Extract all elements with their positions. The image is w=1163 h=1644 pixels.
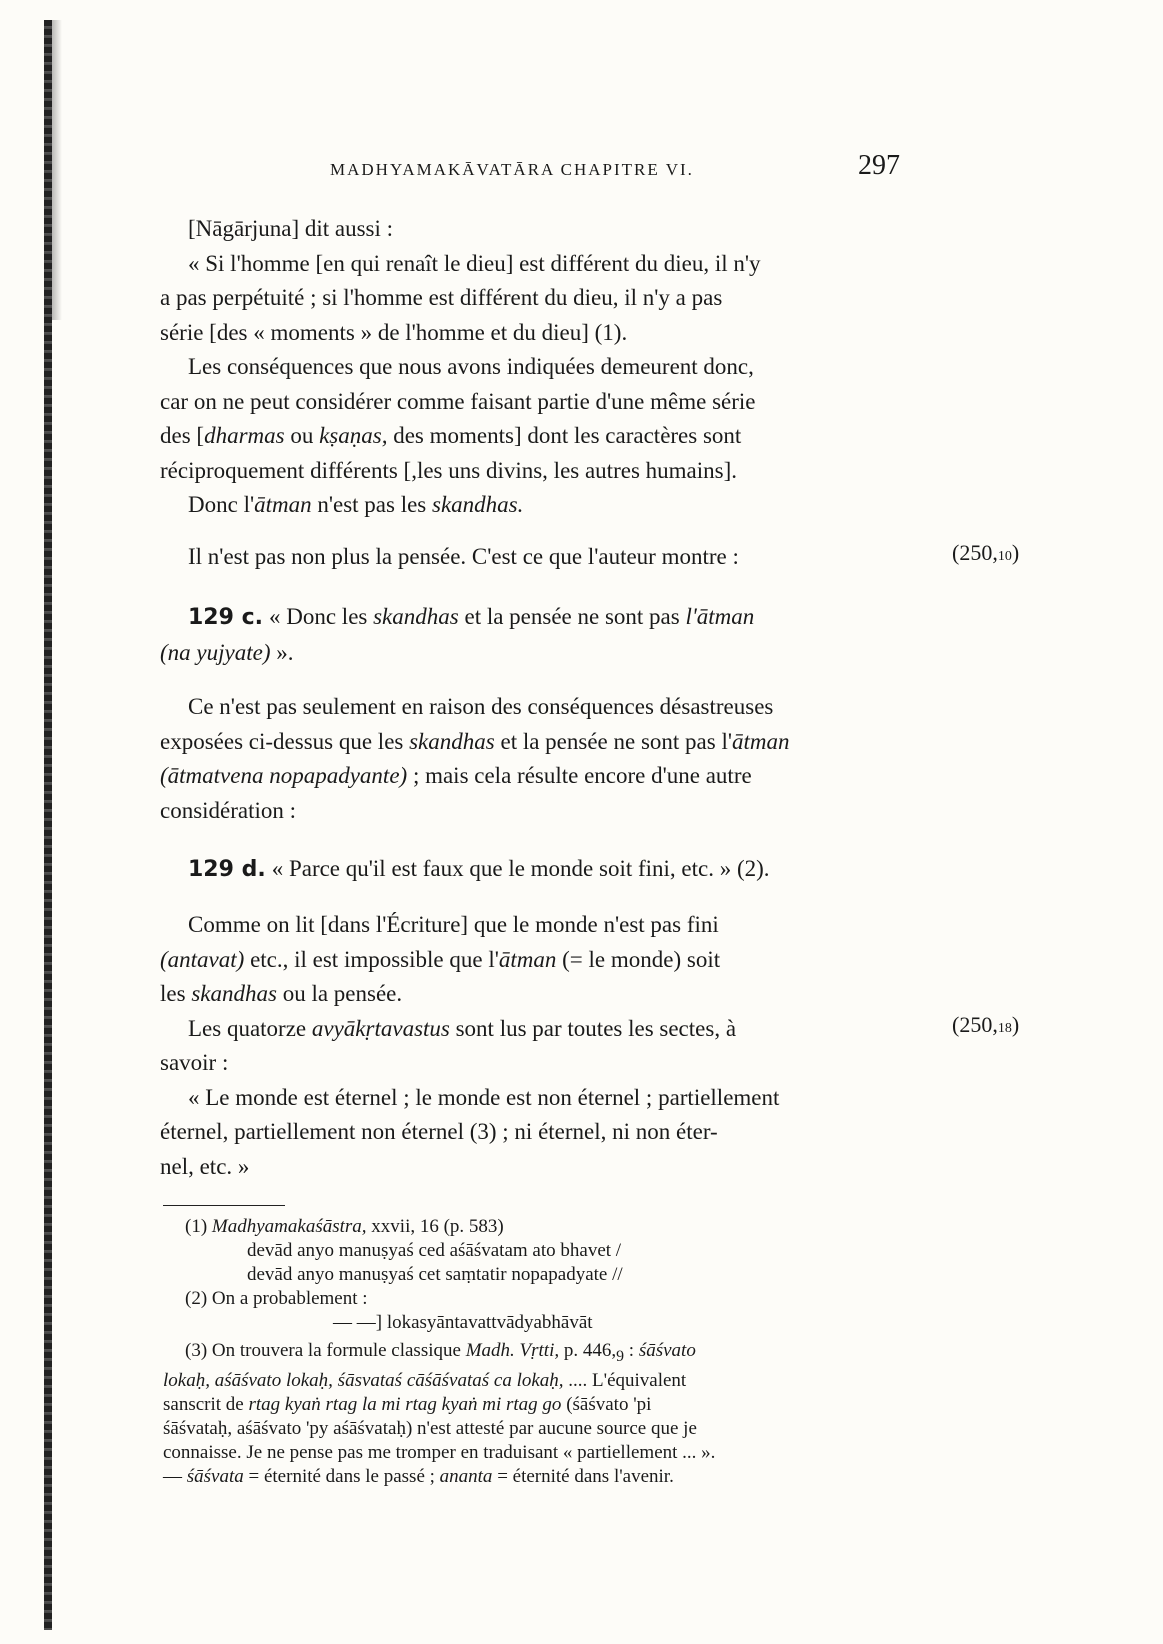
verse-number: 129 d. [188,857,266,882]
verse-line: (na yujyate) ». [160,639,294,665]
main-text-block-3 [160,690,910,828]
paragraph-line: des [dharmas ou kṣaṇas, des moments] dont les caractères sont [160,423,742,448]
footnote-line: devād anyo manuṣyaś cet saṃtatir nopapadyate // [247,1264,623,1285]
quote-line: « Si l'homme [en qui renaît le dieu] est différent du dieu, il n'y [188,250,761,276]
quote-line: série [des « moments » de l'homme et du dieu] (1). [160,319,628,345]
footnote-line: — śāśvata = éternité dans le passé ; ananta = éternité dans l'avenir. [163,1465,674,1487]
verse-line: 129 d. « Parce qu'il est faux que le monde soit fini, etc. » (2). [188,856,770,882]
quote-line: nel, etc. » [160,1153,250,1179]
footnote-separator [163,1205,285,1206]
paragraph-line: les skandhas ou la pensée. [160,981,403,1006]
paragraph-line: (ātmatvena nopapadyante) ; mais cela résulte encore d'une autre [160,763,752,788]
footnote-1: (1) Madhyamakaśāstra, xxvii, 16 (p. 583) [185,1216,504,1237]
margin-reference: (250,18) [952,1012,1020,1037]
paragraph-line: car on ne peut considérer comme faisant partie d'une même série [160,388,756,414]
main-text-block-1 [160,212,910,523]
footnote-3: (3) On trouvera la formule classique Madh. Vṛtti, p. $446,_9$ : śāśvato [185,1340,696,1365]
paragraph-line: Il n'est pas non plus la pensée. C'est ce que l'auteur montre : [188,544,739,569]
paragraph-line: Ce n'est pas seulement en raison des conséquences désastreuses [188,694,774,719]
page-number: 297 [858,150,900,181]
main-text-block-2 [160,540,910,575]
footnote-line: connaisse. Je ne pense pas me tromper en traduisant « partiellement ... ». [163,1441,716,1463]
footnote-line: devād anyo manuṣyaś ced aśāśvatam ato bhavet / [247,1240,622,1261]
footnote-line: lokaḥ, aśāśvato lokaḥ, śāsvataś cāśāśvataś ca lokaḥ, .... L'équivalent [163,1369,687,1391]
footnote-line: śāśvataḥ, aśāśvato 'py aśāśvataḥ) n'est attesté par aucune source que je [163,1417,697,1439]
paragraph-line: savoir : [160,1050,229,1075]
verse-line: 129 c. « Donc les skandhas et la pensée ne sont pas l'ātman [188,604,755,630]
verse-129c [160,600,910,670]
paragraph-line: exposées ci-dessus que les skandhas et la pensée ne sont pas l'ātman [160,728,790,754]
paragraph-line: considération : [160,797,297,823]
verse-number: 129 c. [188,605,263,630]
margin-reference: (250,10) [952,540,1020,565]
quote-line: éternel, partiellement non éternel (3) ; ni éternel, ni non éter- [160,1119,718,1144]
paragraph-line: Les quatorze avyākṛtavastus sont lus par toutes les sectes, à [188,1015,737,1041]
paragraph-line: Donc l'ātman n'est pas les skandhas. [188,492,524,517]
paragraph-line: (antavat) etc., il est impossible que l'ātman (= le monde) soit [160,946,721,972]
running-title: MADHYAMAKĀVATĀRA CHAPITRE VI. [330,160,694,179]
footnote-line: sanscrit de rtag kyaṅ rtag la mi rtag kyaṅ mi rtag go (śāśvato 'pi [163,1393,652,1415]
footnote-line: — —] lokasyāntavattvādyabhāvāt [333,1312,593,1333]
main-text-block-4 [160,908,910,1184]
paragraph-intro: [Nāgārjuna] dit aussi : [188,216,394,241]
paragraph-line: Les conséquences que nous avons indiquées demeurent donc, [188,354,754,379]
paragraph-line: Comme on lit [dans l'Écriture] que le monde n'est pas fini [188,912,719,937]
quote-line: « Le monde est éternel ; le monde est non éternel ; partiellement [188,1084,780,1110]
verse-129d [160,852,910,888]
binding-shadow [52,20,62,320]
footnotes [163,1215,918,1489]
book-binding-edge [44,20,52,1630]
paragraph-line: réciproquement différents [,les uns divins, les autres humains]. [160,457,737,483]
footnote-2: (2) On a probablement : [185,1288,368,1309]
quote-line: a pas perpétuité ; si l'homme est différent du dieu, il n'y a pas [160,285,723,310]
